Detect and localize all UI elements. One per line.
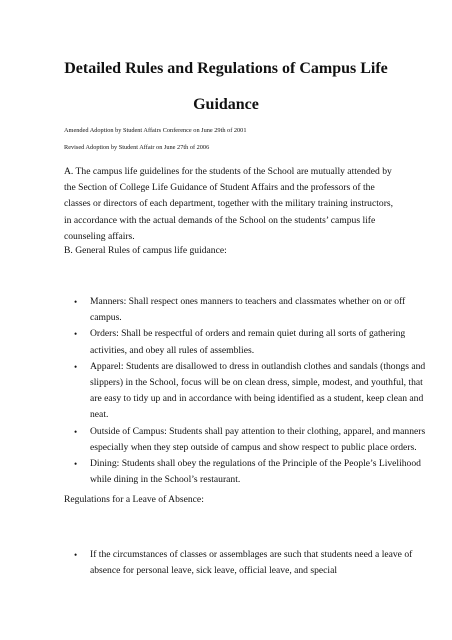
leave-rules-list [64, 547, 426, 579]
amended-adoption-note: Amended Adoption by Student Affairs Conference on June 29th of 2001 [64, 127, 247, 134]
list-item [74, 424, 426, 456]
list-item-text: If the circumstances of classes or assemblages are such that students need a leave of absence for personal leave, sick leave, official leave, and special [90, 549, 413, 577]
general-rules-list [64, 294, 426, 488]
bullet-icon: • [74, 459, 78, 470]
list-item-text: Apparel: Students are disallowed to dress in outlandish clothes and sandals (thongs and slippers) in the School, focus will be on clean dress, simple, modest, and youthful, that are easy to tidy up and in accordance with being identified as a student, keep clean and neat. [90, 360, 426, 421]
list-item [74, 456, 426, 488]
list-item-text: Manners: Shall respect ones manners to teachers and classmates whether on or off campus. [90, 296, 406, 324]
leave-of-absence-heading: Regulations for a Leave of Absence: [64, 494, 204, 505]
list-item-text: Orders: Shall be respectful of orders and remain quiet during all sorts of gathering activities, and obey all rules of assemblies. [90, 328, 406, 356]
bullet-icon: • [74, 426, 78, 437]
paragraph-a: A. The campus life guidelines for the students of the School are mutually attended by the Section of College Life Guidance of Student Affairs and the professors of the classes or directors of each department, together with the military training instructors, in accordance with the actual demands of the School on the students’ campus life counseling affairs. [64, 166, 394, 242]
bullet-icon: • [74, 361, 78, 372]
document-title-line-2: Guidance [193, 96, 259, 113]
list-item [74, 294, 426, 326]
bullet-icon: • [74, 329, 78, 340]
list-item-text: Outside of Campus: Students shall pay attention to their clothing, apparel, and manners especially when they step outside of campus and show respect to public place orders. [90, 425, 426, 453]
list-item-text: Dining: Students shall obey the regulations of the Principle of the People’s Livelihood while dining in the School’s restaurant. [90, 458, 421, 486]
document-title-line-1: Detailed Rules and Regulations of Campus Life [64, 60, 388, 77]
revised-adoption-note: Revised Adoption by Student Affair on June 27th of 2006 [64, 144, 210, 151]
bullet-icon: • [74, 550, 78, 560]
list-item [74, 359, 426, 424]
bullet-icon: • [74, 297, 78, 307]
paragraph-b-heading: B. General Rules of campus life guidance: [64, 245, 227, 256]
list-item [74, 326, 426, 358]
list-item [74, 547, 426, 579]
